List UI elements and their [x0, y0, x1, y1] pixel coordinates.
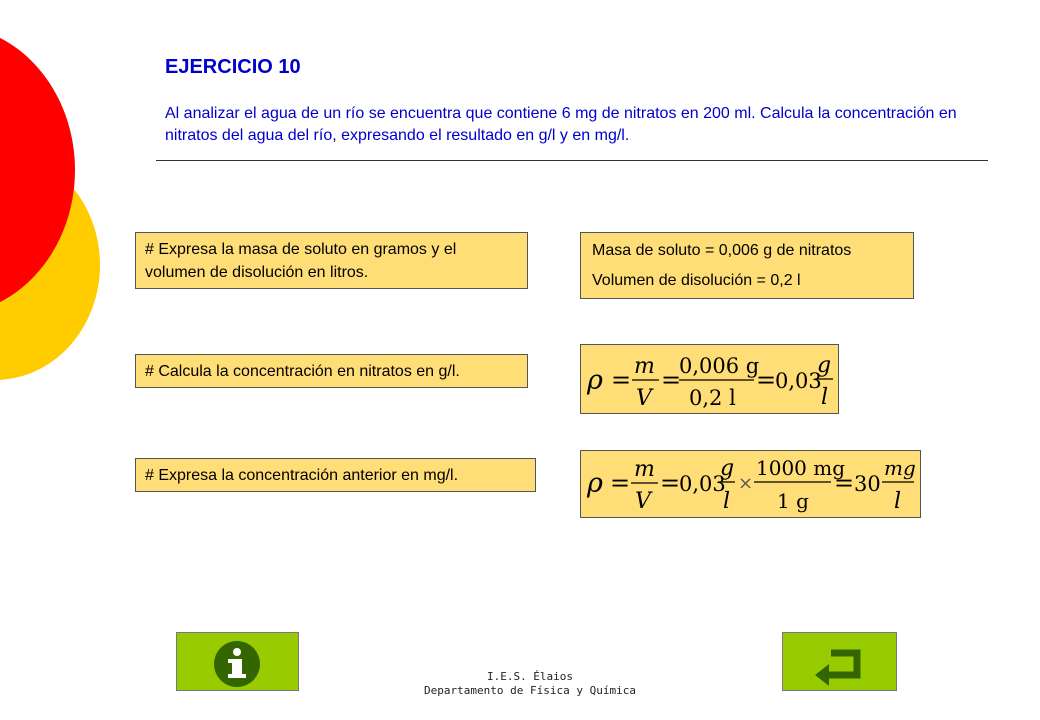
- formula1-rho: ρ: [587, 365, 603, 396]
- exercise-statement: Al analizar el agua de un río se encuentra que contiene 6 mg de nitratos en 200 ml. Calcula la concentración en nitratos del agua del río, expresando el resultado en g/l y en mg/l.: [165, 105, 957, 144]
- formula2-rho: ρ: [587, 468, 603, 499]
- exercise-title: EJERCICIO 10: [165, 56, 301, 78]
- formula1-m: m: [634, 354, 655, 379]
- step3-question: # Expresa la concentración anterior en mg/l.: [135, 458, 536, 492]
- info-button[interactable]: [176, 632, 299, 691]
- formula2-unit-l: l: [723, 489, 731, 514]
- step1-answer: [580, 232, 914, 299]
- formula2-unit-mg: mg: [884, 456, 916, 480]
- formula1-unit-g: g: [817, 353, 832, 378]
- formula1-denominator: 0,2 l: [689, 386, 736, 410]
- return-arrow-icon: [783, 633, 896, 690]
- formula2-times: ×: [738, 473, 754, 494]
- answer-volume-line: Volumen de disolución = 0,2 l: [592, 272, 801, 289]
- formula2-V: V: [635, 489, 651, 514]
- step2-question: # Calcula la concentración en nitratos en g/l.: [135, 354, 528, 388]
- footer-department: Departamento de Física y Química: [424, 684, 636, 697]
- formula1-V: V: [636, 386, 652, 411]
- formula1-eq: =: [611, 366, 632, 394]
- formula2-numerator: 1000 mg: [756, 456, 846, 480]
- info-icon: [177, 633, 298, 690]
- formula2-eq2: =: [660, 469, 681, 497]
- formula2-result: 30: [854, 472, 881, 496]
- return-button[interactable]: [782, 632, 897, 691]
- formula2-denominator: 1 g: [777, 489, 809, 513]
- formula1-eq3: =: [756, 366, 777, 394]
- formula2-unit-l2: l: [894, 489, 902, 514]
- step1-question: # Expresa la masa de soluto en gramos y el volumen de disolución en litros.: [135, 232, 528, 289]
- title-divider: [156, 160, 988, 161]
- formula1-unit-l: l: [821, 385, 829, 410]
- formula1-numerator: 0,006 g: [679, 354, 760, 378]
- formula2-eq3: =: [834, 469, 855, 497]
- formula1-eq2: =: [661, 366, 682, 394]
- footer: [360, 670, 700, 698]
- formula1-result: 0,03: [775, 369, 822, 393]
- formula-concentration-gl: [580, 344, 839, 414]
- answer-mass-line: Masa de soluto = 0,006 g de nitratos: [592, 242, 852, 259]
- formula2-eq: =: [610, 469, 631, 497]
- footer-school: I.E.S. Élaios: [486, 670, 574, 683]
- formula2-unit-g: g: [720, 456, 735, 481]
- formula2-m: m: [634, 457, 655, 482]
- formula-concentration-mgl: [580, 450, 921, 518]
- formula2-value: 0,03: [679, 472, 726, 496]
